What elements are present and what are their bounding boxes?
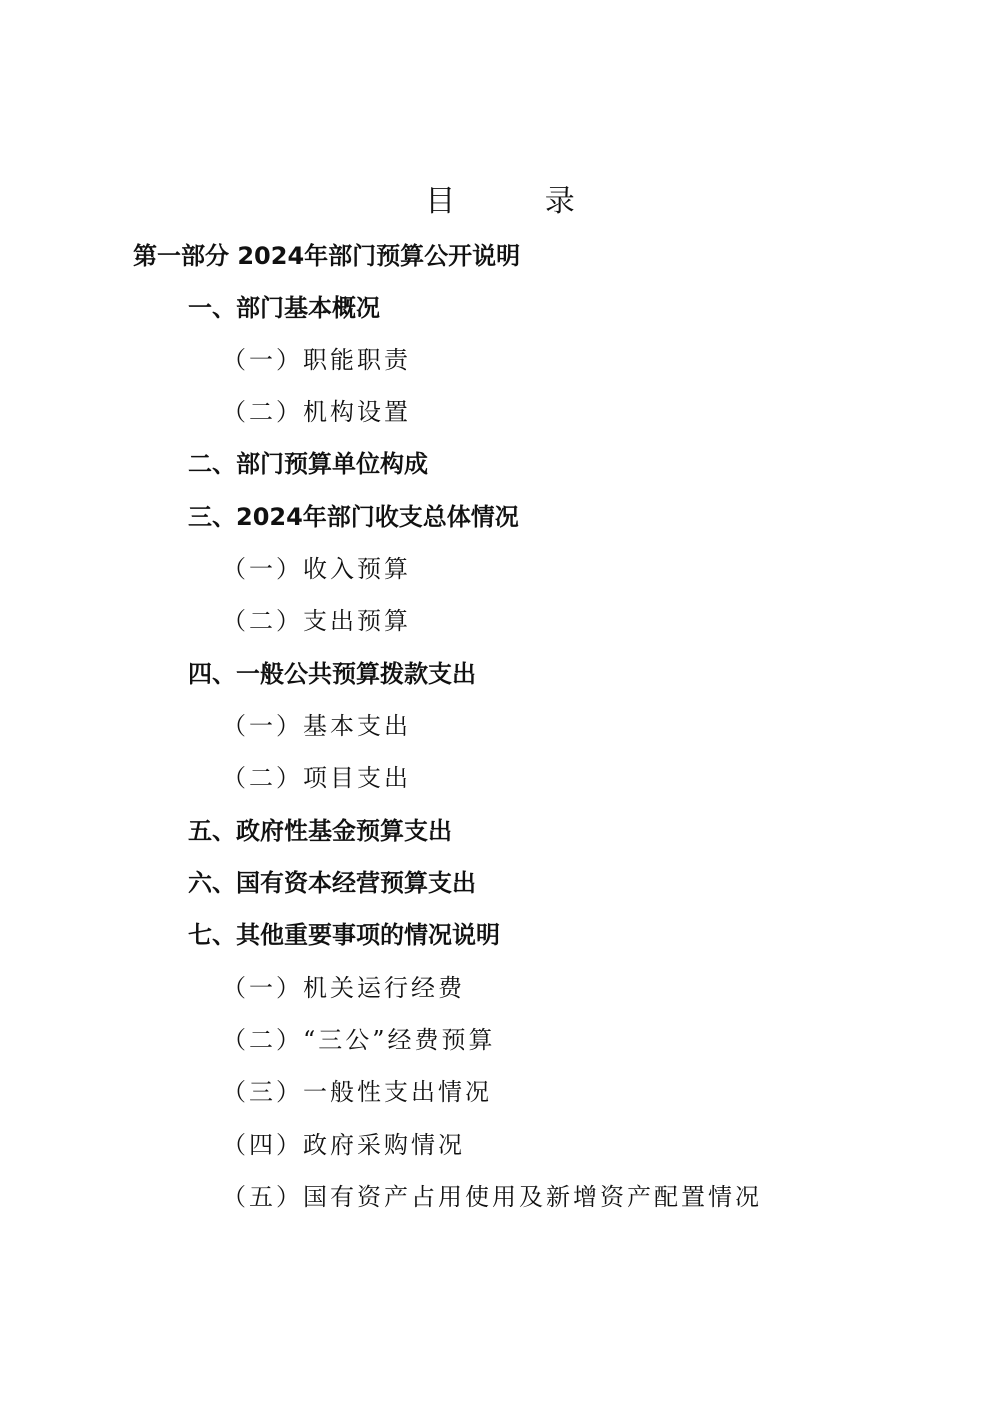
- toc-part-heading: 第一部分 2024年部门预算公开说明: [133, 242, 521, 270]
- toc-section-2: 二、部门预算单位构成: [188, 450, 428, 478]
- toc-section-1: 一、部门基本概况: [188, 294, 380, 322]
- toc-section-4: 四、一般公共预算拨款支出: [188, 660, 476, 688]
- toc-subsection: （三）一般性支出情况: [222, 1078, 492, 1106]
- toc-section-6: 六、国有资本经营预算支出: [188, 869, 476, 897]
- toc-subsection: （二）机构设置: [222, 398, 411, 426]
- toc-subsection: （二）支出预算: [222, 607, 411, 635]
- toc-subsection: （一）职能职责: [222, 346, 411, 374]
- toc-subsection: （五）国有资产占用使用及新增资产配置情况: [222, 1183, 762, 1211]
- toc-subsection: （一）收入预算: [222, 555, 411, 583]
- toc-subsection: （一）基本支出: [222, 712, 411, 740]
- toc-section-5: 五、政府性基金预算支出: [188, 817, 452, 845]
- toc-subsection: （二）“三公”经费预算: [222, 1026, 496, 1054]
- toc-section-7: 七、其他重要事项的情况说明: [188, 921, 500, 949]
- toc-subsection: （二）项目支出: [222, 764, 411, 792]
- toc-section-3: 三、2024年部门收支总体情况: [188, 503, 519, 531]
- toc-title: 目 录: [425, 184, 615, 219]
- toc-subsection: （四）政府采购情况: [222, 1131, 465, 1159]
- toc-subsection: （一）机关运行经费: [222, 974, 465, 1002]
